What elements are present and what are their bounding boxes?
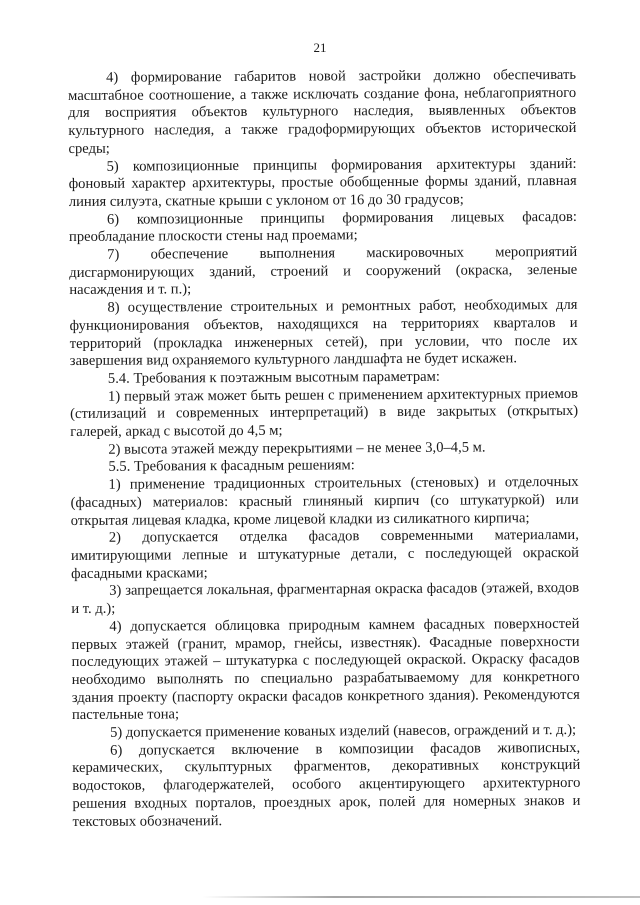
- section-heading-5-4: 5.4. Требования к поэтажным высотным параметрам:: [107, 368, 440, 387]
- paragraph-item-6-facade-composition: 6) композиционные принципы формирования лицевых фасадов: преобладание плоскости стены над проемами;: [68, 208, 577, 246]
- section-heading-5-5: 5.5. Требования к фасадным решениям:: [108, 457, 355, 476]
- page-number: 21: [313, 40, 327, 55]
- paragraph-facade-forged-items: 5) допускается применение кованых изделий (навесов, ограждений и т. д.);: [110, 721, 577, 741]
- document-body: [68, 67, 581, 831]
- paragraph-item-8-construction-works: 8) осуществление строительных и ремонтных работ, необходимых для функционирования объектов, находящихся на территориях кварталов и территорий (прокладка инженерных сетей), при условии, что после их завершения вид охраняемого культурного ландшафта не будет искажен.: [69, 297, 578, 370]
- paragraph-floor-height: 2) высота этажей между перекрытиями – не менее 3,0–4,5 м.: [108, 439, 486, 458]
- scan-edge-line: [202, 896, 640, 898]
- paragraph-facade-decorative-inclusions: 6) допускается включение в композиции фасадов живописных, керамических, скульптурных фрагментов, декоративных конструкций водостоков, флагодержателей, особого акцентирующего архитектурного решения входных порталов, проездных арок, полей для номерных знаков и текстовых обозначений.: [72, 739, 581, 830]
- paragraph-item-7-masking-measures: 7) обеспечение выполнения маскировочных мероприятий дисгармонирующих зданий, строений и сооружений (окраска, зеленые насаждения и т. п.);: [69, 243, 578, 299]
- paragraph-item-4-building-dimensions: 4) формирование габаритов новой застройки должно обеспечивать масштабное соотношение, а также исключать создание фона, неблагоприятного для восприятия объектов культурного наследия, выявленных объектов культурного наследия, а также градоформирующих объектов исторической среды;: [68, 66, 577, 157]
- paragraph-floor-first: 1) первый этаж может быть решен с применением архитектурных приемов (стилизаций и современных интерпретаций) в виде закрытых (открытых) галерей, аркад с высотой до 4,5 м;: [70, 385, 579, 441]
- paragraph-facade-stone-cladding: 4) допускается облицовка природным камнем фасадных поверхностей первых этажей (гранит, мрамор, гнейсы, известняк). Фасадные поверхности последующих этажей – штукатурка с последующей окраской. Окраску фасадов необходимо выполнять по специально разрабатываемому для конкретного здания проекту (паспорту окраски фасадов конкретного здания). Рекомендуются пастельные тона;: [71, 615, 580, 724]
- paragraph-facade-local-painting: 3) запрещается локальная, фрагментарная окраска фасадов (этажей, входов и т. д.);: [71, 580, 580, 618]
- paragraph-facade-modern-finish: 2) допускается отделка фасадов современными материалами, имитирующими лепные и штукатурные детали, с последующей окраской фасадными красками;: [70, 527, 580, 582]
- paragraph-facade-materials: 1) применение традиционных строительных (стеновых) и отделочных (фасадных) материалов: красный глиняный кирпич (со штукатуркой) или открытая лицевая кладка, кроме лицевой кладки из силикатного кирпича;: [70, 474, 579, 529]
- paragraph-item-5-composition-architecture: 5) композиционные принципы формирования архитектуры зданий: фоновый характер архитектуры, простые обобщенные формы зданий, плавная линия силуэта, скатные крыши с уклоном от 16 до 30 градусов;: [68, 155, 577, 210]
